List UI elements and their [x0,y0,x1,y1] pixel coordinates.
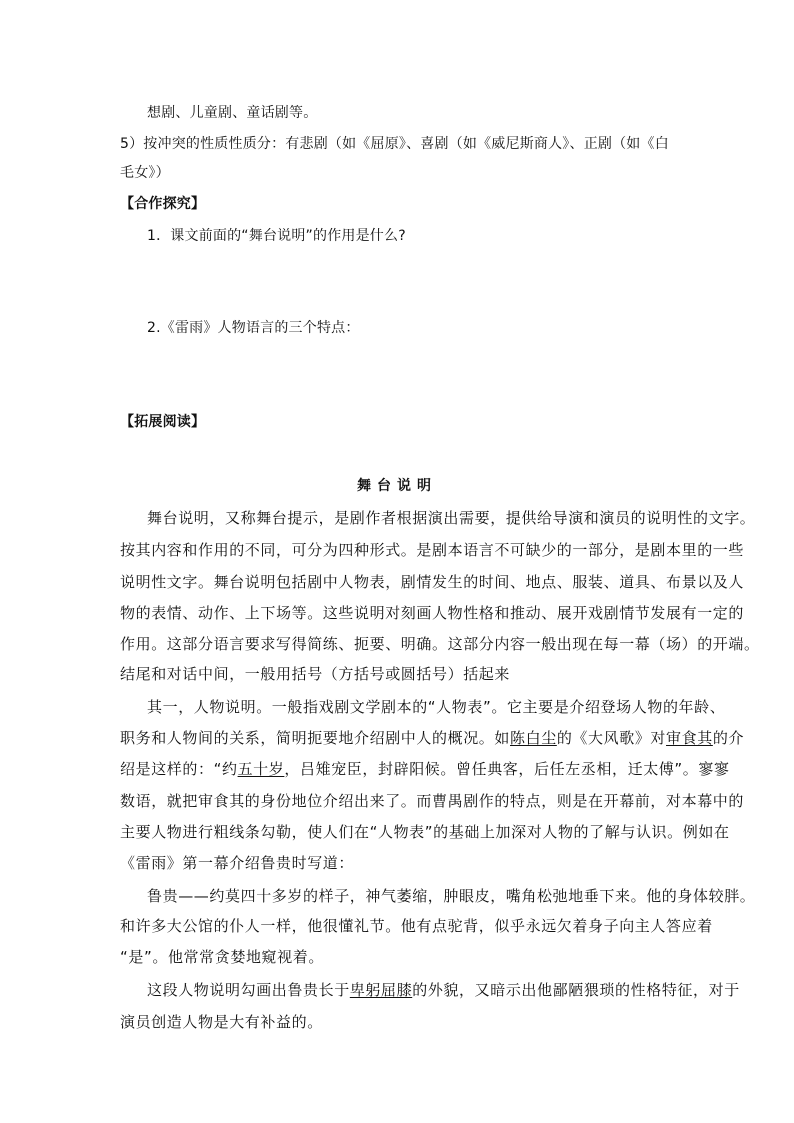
question-1: 1．课文前面的“舞台说明”的作用是什么? [147,228,406,244]
text-line: 毛女》） [120,165,170,181]
paragraph-line: 和许多大公馆的仆人一样，他很懂礼节。他有点驼背，似乎永远欠着身子向主人答应着 [120,917,713,935]
paragraph-line: 说明性文字。舞台说明包括剧中人物表，剧情发生的时间、地点、服装、道具、布景以及人 [120,573,745,591]
article-title: 舞台说明 [357,478,437,494]
text-segment: ，吕雉宠臣，封辟阳候。曾任典客，后任左丞相，迁太傅”。寥寥 [284,760,730,778]
paragraph-line: 主要人物进行粗线条勾勒，使人们在“人物表”的基础上加深对人物的了解与认识。例如在 [120,823,730,841]
paragraph-line [120,759,730,779]
underlined-name: 陈白尘 [510,729,557,747]
text-segment: 的介 [712,729,745,747]
paragraph-line: 舞台说明，又称舞台提示，是剧作者根据演出需要，提供给导演和演员的说明性的文字。 [147,509,756,527]
text-line: 想剧、儿童剧、童话剧等。 [147,105,318,121]
paragraph-line: 《雷雨》第一幕介绍鲁贵时写道： [120,854,355,872]
text-segment: 的《大风歌》对 [556,729,667,747]
paragraph-line: 作用。这部分语言要求写得简练、扼要、明确。这部分内容一般出现在每一幕（场）的开端。 [120,635,760,653]
paragraph-line: 其一，人物说明。一般指戏剧文学剧本的“人物表”。它主要是介绍登场人物的年龄、 [147,698,726,716]
text-segment: 这段人物说明勾画出鲁贵长于 [147,981,350,999]
text-line: 5）按冲突的性质性质分：有悲剧（如《屈原》、喜剧（如《威尼斯商人》、正剧（如《白 [120,136,669,152]
text-segment: 职务和人物间的关系，简明扼要地介绍剧中人的概况。如 [120,729,511,747]
text-segment: 的外貌，又暗示出他鄙陋猥琐的性格特征，对于 [412,981,740,999]
section-heading-extended-reading: 【拓展阅读】 [120,414,206,430]
paragraph-line: 物的表情、动作、上下场等。这些说明对刻画人物性格和推动、展开戏剧情节发展有一定的 [120,604,745,622]
paragraph-line: 结尾和对话中间，一般用括号（方括号或圆括号）括起来 [120,665,511,683]
paragraph-line: 按其内容和作用的不同，可分为四种形式。是剧本语言不可缺少的一部分，是剧本里的一些 [120,541,745,559]
paragraph-line: “是”。他常常贪婪地窥视着。 [120,948,324,966]
underlined-name: 审食其 [666,729,713,747]
paragraph-line: 演员创造人物是大有补益的。 [120,1013,323,1031]
underlined-term: 卑躬屈膝 [349,981,413,999]
section-heading-cooperation: 【合作探究】 [120,196,206,212]
paragraph-line: 数语，就把审食其的身份地位介绍出来了。而曹禺剧作的特点，则是在开幕前，对本幕中的 [120,792,745,810]
underlined-term: 五十岁 [237,760,285,778]
paragraph-line [147,980,740,1000]
paragraph-line: 鲁贵——约莫四十多岁的样子，神气萎缩，肿眼皮，嘴角松弛地垂下来。他的身体较胖。 [147,887,756,905]
text-segment: 绍是这样的：“约 [120,760,238,778]
question-2: 2.《雷雨》人物语言的三个特点： [147,320,360,336]
paragraph-line [120,728,745,748]
